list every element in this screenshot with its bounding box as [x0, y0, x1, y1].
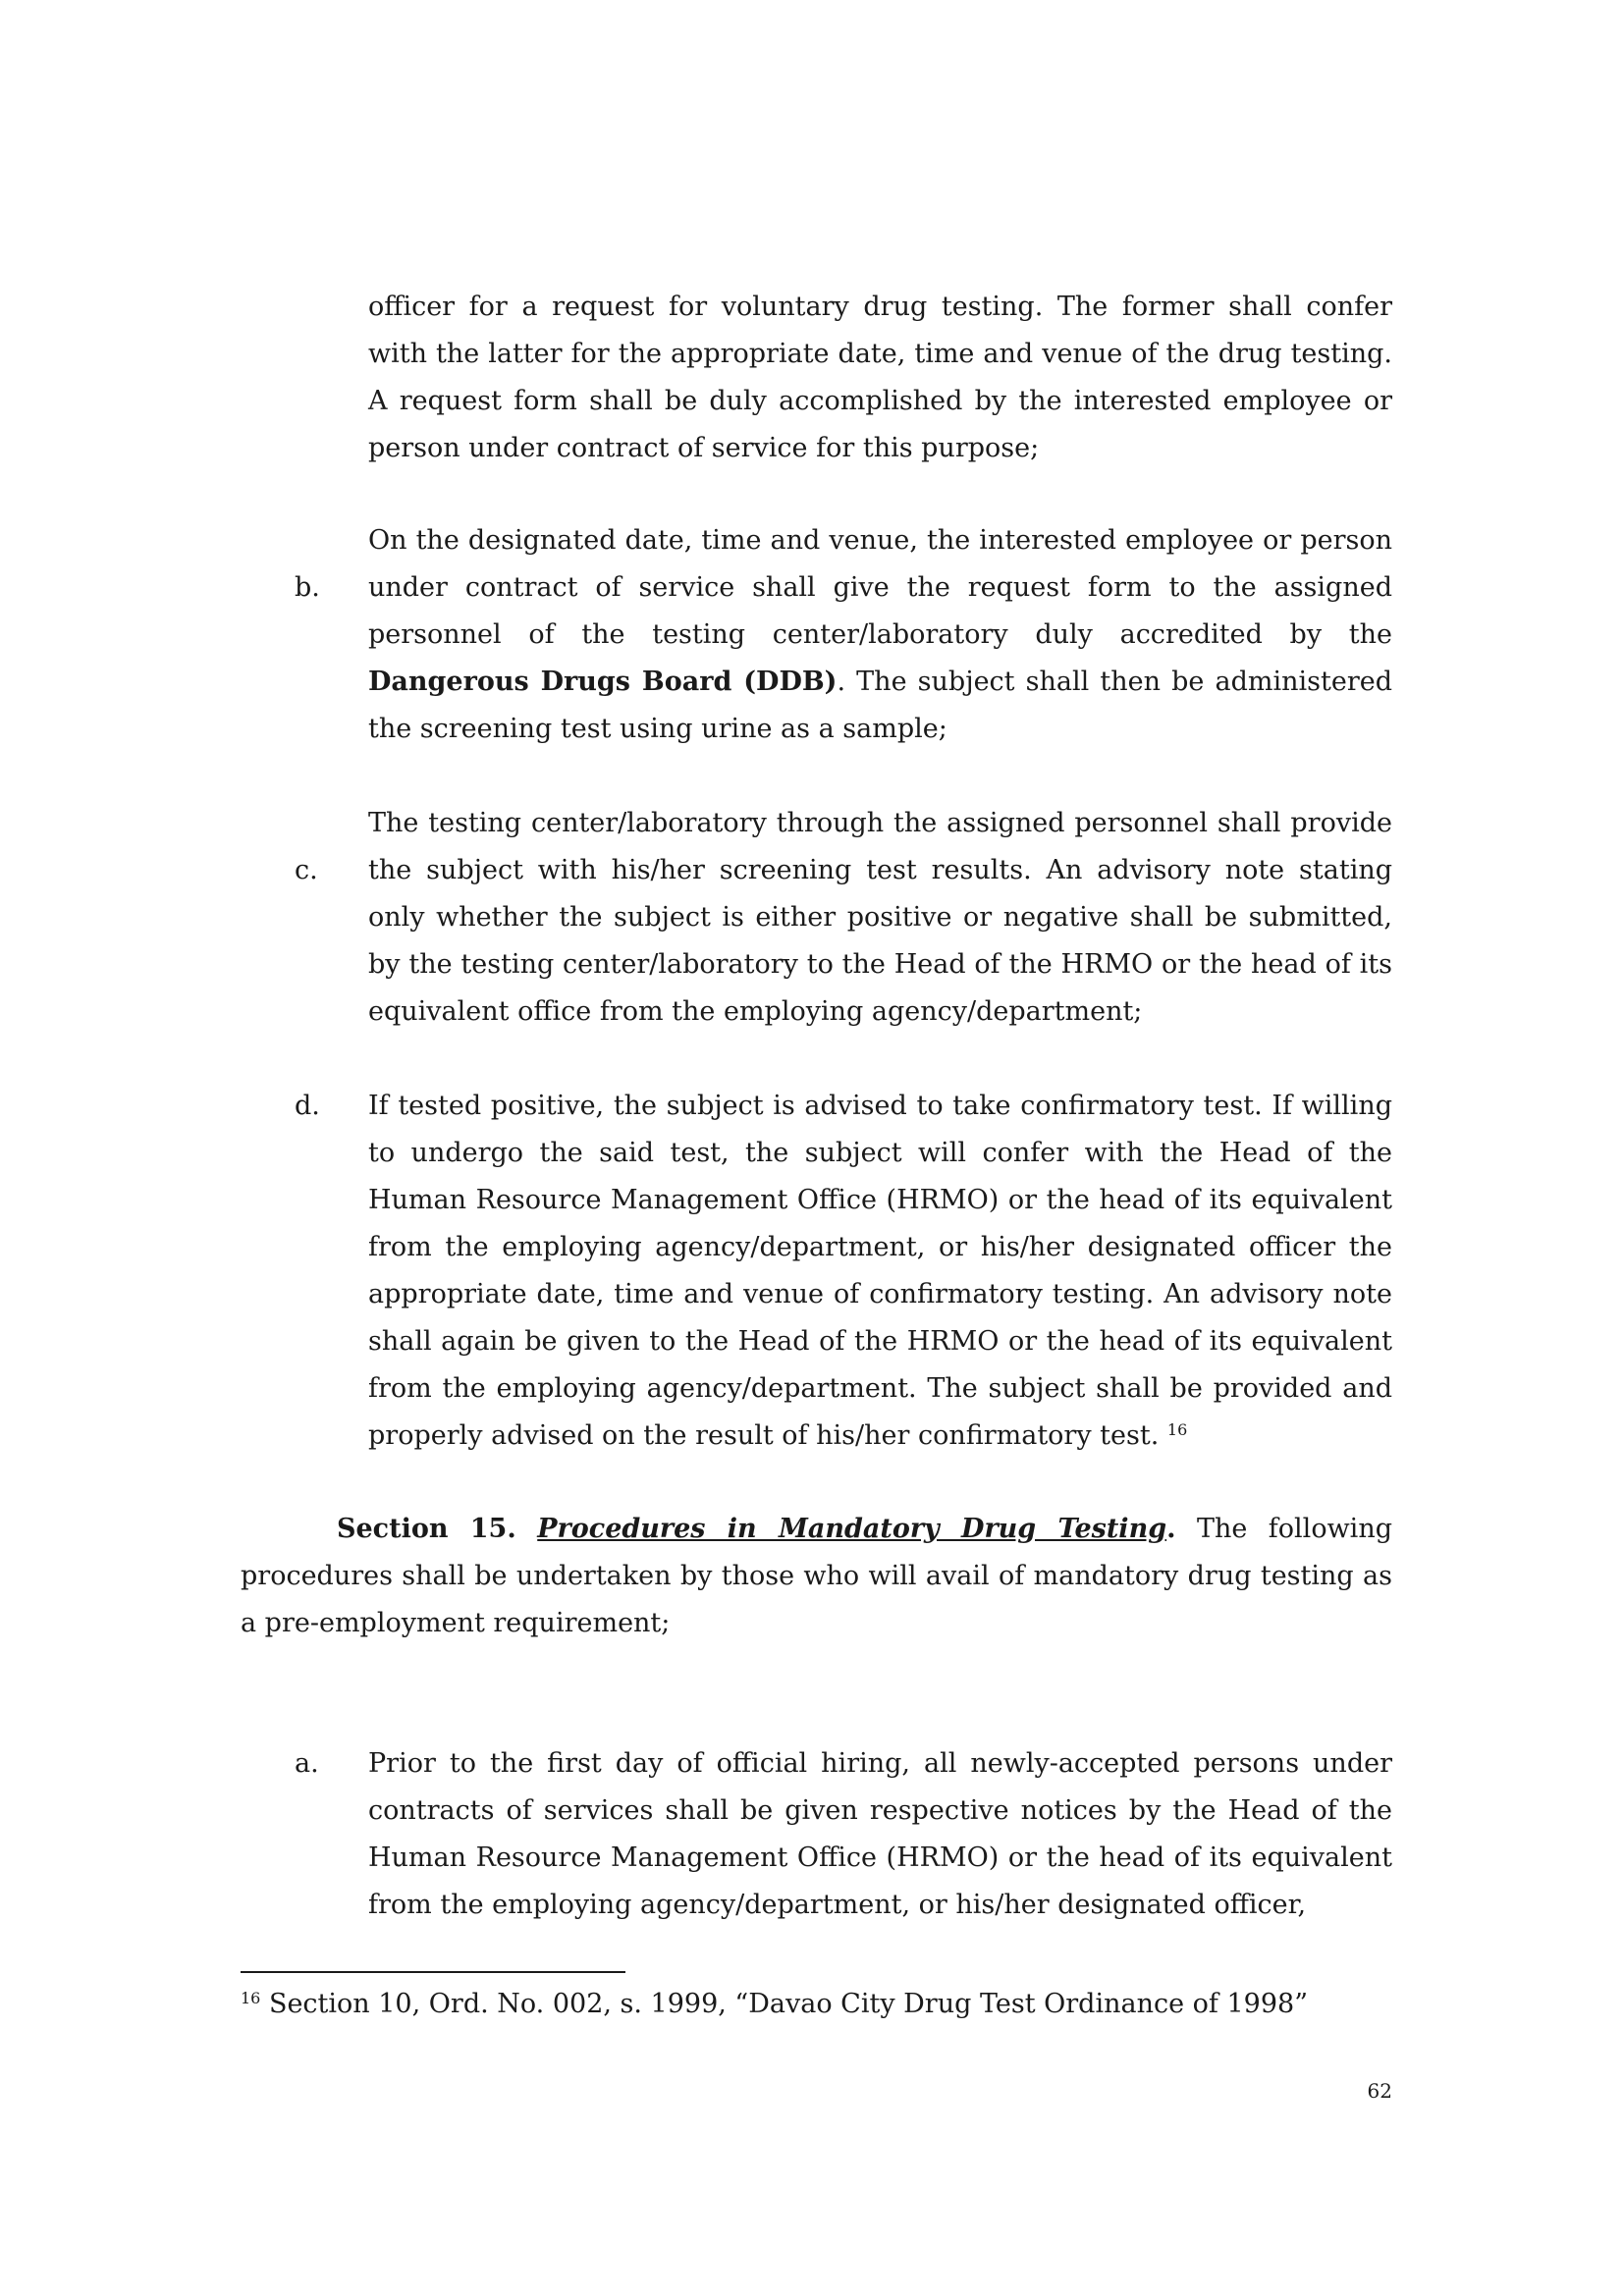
item-b-text-end: . The subject shall then be administered the screening test using urine as a sample;	[368, 667, 1392, 744]
section-title: Procedures in Mandatory Drug Testing	[537, 1514, 1167, 1544]
item-c-text: The testing center/laboratory through the assigned personnel shall provide the subject with his/her screening test results. An advisory note stating only whether the subject is either positive or negative shall be submitted, by the testing center/laboratory to the Head of the HRMO or the head of its equivalent office from the employing agency/department;	[368, 808, 1392, 1027]
section-title-period: .	[1166, 1514, 1176, 1544]
item-a-continuation	[368, 284, 1392, 472]
item-a-continuation-text: officer for a request for voluntary drug testing. The former shall confer with the latter for the appropriate date, time and venue of the drug testing. A request form shall be duly accomplished by the interested employee or person under contract of service for this purpose;	[368, 292, 1392, 463]
section-15-paragraph	[241, 1506, 1392, 1647]
section-label: Section 15.	[337, 1514, 516, 1544]
section-15-item-a-paragraph	[368, 1740, 1392, 1929]
footnote-separator	[241, 1971, 625, 1973]
item-c-paragraph	[368, 800, 1392, 1036]
item-d-paragraph	[368, 1083, 1392, 1460]
footnote-text: Section 10, Ord. No. 002, s. 1999, “Davao City Drug Test Ordinance of 1998”	[260, 1989, 1309, 2019]
item-b-text: On the designated date, time and venue, the interested employee or person under contract of service shall give the request form to the assigned personnel of the testing center/laboratory duly accredited by the	[368, 525, 1392, 650]
footnote-reference[interactable]: 16	[1166, 1420, 1188, 1439]
footnote	[241, 1985, 1392, 2024]
item-c-marker: c.	[295, 855, 318, 885]
section-15-item-a-text: Prior to the first day of official hiring, all newly-accepted persons under contracts of services shall be given respective notices by the Head of the Human Resource Management Office (HRMO) or the head of its equivalent from the employing agency/department, or his/her designated officer,	[368, 1748, 1392, 1920]
section-15-text: The following procedures shall be undertaken by those who will avail of mandatory drug testing as a pre-employment requirement;	[241, 1514, 1392, 1638]
item-b-marker: b.	[295, 572, 320, 603]
footnote-number: 16	[241, 1989, 261, 2007]
item-d-text: If tested positive, the subject is advised to take confirmatory test. If willing to undergo the said test, the subject will confer with the Head of the Human Resource Management Office (HRMO) or the head of its equivalent from the employing agency/department, or his/her designated officer the appropriate date, time and venue of confirmatory testing. An advisory note shall again be given to the Head of the HRMO or the head of its equivalent from the employing agency/department. The subject shall be provided and properly advised on the result of his/her confirmatory test.	[368, 1091, 1392, 1451]
section-15-item-a-marker: a.	[295, 1748, 319, 1779]
item-d-marker: d.	[295, 1091, 320, 1121]
ddb-bold-text: Dangerous Drugs Board (DDB)	[368, 667, 838, 697]
item-b-paragraph	[368, 517, 1392, 753]
page-number: 62	[1367, 2079, 1392, 2103]
